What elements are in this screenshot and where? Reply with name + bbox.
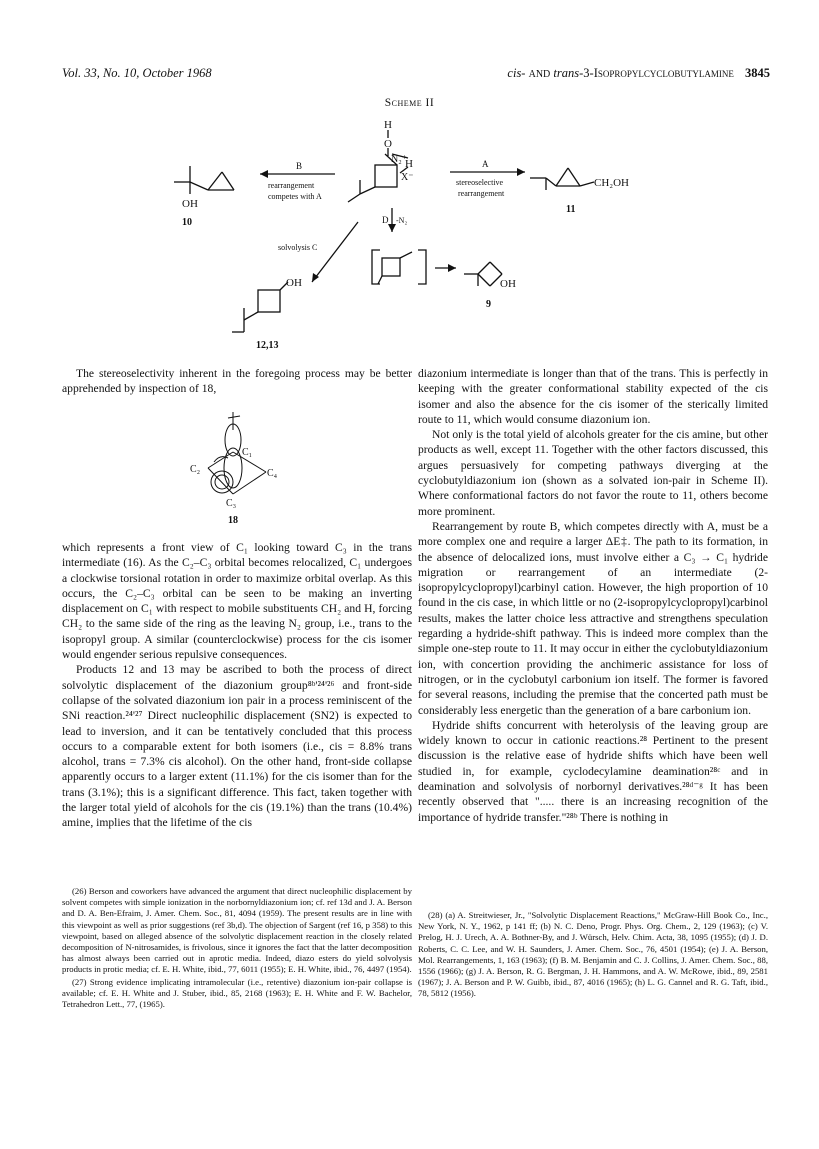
arrow-B-sub1: rearrangement <box>268 181 315 190</box>
paragraph-products-12-13: Products 12 and 13 may be ascribed to both the process of direct solvolytic displacement of the diazonium group⁸ᵇ'²⁴'²⁶ and front-side collapse of the solvated diazonium ion pair in a process reminiscent of the SNi reaction.²⁴'²⁷ Direct nucleophilic displacement (SN2) is expected to lead to inversion, and it can be tentatively concluded that this process occurs to a comparable extent for both isomers (i.e., cis = 8.8% trans alcohol, trans = 7.3% cis alcohol). On the other hand, front-side collapse apparently occurs to a larger extent (11.1%) for the cis isomer than for the trans (3.1%); this is a significant difference. This fact, taken together with the larger total yield of alcohols for the cis (19.1%) than the trans (10.4%) amine, implies that the lifetime of the cis <box>62 663 412 830</box>
header-and: AND <box>528 69 551 80</box>
footnote-26: (26) Berson and coworkers have advanced the argument that direct nucleophilic displacement by solvent competes with simple ionization in the norbornyldiazonium ion; cf. ref 13d and J. A. Berson and D. A. Ben-Efraim, J. Amer. Chem. Soc., 81, 4094 (1959). The present results are in line with this viewpoint as well as prior suggestions (ref 3b,d). The objection of Sargent (ref 16, p 358) to this viewpoint, based on alleged absence of the solvolytic displacement reaction in the closely related decomposition of N-nitrosamides, is frivolous, since it ignores the fact that the latter decomposition has almost always been carried out in aprotic media. Indeed, diazo esters do yield solvolysis products in protic media; cf. E. H. White, ibid., 77, 6011 (1955); E. H. White, ibid., 76, 4497 (1954). <box>62 886 412 975</box>
left-column-body <box>62 540 412 831</box>
fig18-C2: C₂ <box>190 464 201 475</box>
footnote-28: (28) (a) A. Streitwieser, Jr., "Solvolytic Displacement Reactions," McGraw-Hill Book Co., Inc., New York, N. Y., 1962, p 141 ff; (b) N. C. Deno, Progr. Phys. Org. Chem., 2, 129 (1963); (c) V. Prelog, H. J. Urech, A. A. Bothner-By, and J. Würsch, Helv. Chim. Acta, 38, 1095 (1955); (d) J. D. Roberts, C. C. Lee, and W. H. Saunders, J. Amer. Chem. Soc., 76, 4501 (1954); (e) J. A. Berson, Mol. Rearrangements, 1, 163 (1963); (f) B. M. Benjamin and C. J. Collins, J. Amer. Chem. Soc., 88, 1556 (1966); (g) J. A. Berson, R. G. Bergman, J. H. Hammons, and A. W. McRowe, ibid., 89, 2581 (1967); J. A. Berson and P. W. Guibb, ibid., 87, 4016 (1965); (h) L. G. Cannel and R. G. Taft, ibid., 78, 5812 (1956). <box>418 910 768 999</box>
compound-1213-OH: OH <box>286 277 302 289</box>
footnotes-right <box>418 910 768 1001</box>
compound-11-group: CH₂OH <box>594 177 630 189</box>
arrow-B-sub2: competes with A <box>268 192 322 201</box>
fig18-C1: C₁ <box>242 447 253 458</box>
paragraph-total-yield: Not only is the total yield of alcohols greater for the cis amine, but other products as well, except 11. Together with the other factors discussed, this argues persuasively for competing pathways diverging at the cyclobutyldiazonium ion (shown as a solvated ion-pair in Scheme II). Where conformational factors do not favor the route to 11, others become more prominent. <box>418 428 768 518</box>
arrow-A-label: A <box>482 159 489 169</box>
compound-10-OH: OH <box>182 198 198 210</box>
scheme-H-right: H <box>405 158 413 170</box>
running-header-right <box>430 66 770 81</box>
header-cis: cis- <box>507 66 526 80</box>
figure-18-diagram <box>178 410 288 530</box>
arrow-C-label: solvolysis C <box>278 243 318 252</box>
scheme-X: X⁻ <box>401 172 414 183</box>
paragraph-route-b: Rearrangement by route B, which competes directly with A, must be a more complex one and require a larger ΔE‡. The path to its formation, in the absence of delocalized ions, must involve either a C₃ → C₁ hydride migration or rearrangement of an intermediate (2-isopropylcyclopropyl)carbinyl cation. However, the high proportion of 10 found in the cis case, in which little or no (2-isopropylcyclopropyl)carbinol results, makes the latter choice less attractive and strengthens speculation regarding a hydride-shift pathway. This is indeed more complex than the simple one-step route to 11. It may occur in either the cyclobutyldiazonium ion, with concertion providing the anchimeric assistance for loss of nitrogen, or in the cyclobutyl carbonium ion itself. The former is favored for several reasons, including the premise that the concerted path must be considerably less energetic than the generation of a bare carbonium ion. <box>418 519 768 717</box>
header-title: 3-Isopropylcyclobutylamine <box>583 66 734 80</box>
right-column <box>418 366 768 825</box>
header-trans: trans- <box>553 66 584 80</box>
footnotes-left <box>62 886 412 1011</box>
arrow-D-label: D <box>382 215 389 225</box>
compound-10-label: 10 <box>182 217 192 228</box>
scheme-ii-diagram <box>160 110 660 350</box>
arrow-D-sub: -N₂ <box>396 216 408 225</box>
compound-11-label: 11 <box>566 204 576 215</box>
scheme-O: O <box>384 138 392 150</box>
paragraph-front-view: which represents a front view of C₁ looking toward C₃ in the trans intermediate (16). As the C₂–C₃ orbital becomes relocalized, C₁ undergoes a clockwise torsional rotation in order to maximize orbital overlap. As this occurs, the C₂–C₃ orbital can be seen to be making an inverting displacement on C₁ with respect to mobile substituents CH₂ and H, forcing CH₂ to the same side of the ring as the leaving N₂ group, i.e., trans to the isopropyl group. A similar (counterclockwise) process for the cis isomer would engender serious repulsive consequences. <box>62 541 412 662</box>
running-header-left: Vol. 33, No. 10, October 1968 <box>62 66 212 80</box>
scheme-N2plus: N₂⁺ <box>391 154 407 165</box>
fig18-label: 18 <box>228 515 238 526</box>
paragraph-hydride-shifts: Hydride shifts concurrent with heterolysis of the leaving group are widely known to occur in cationic reactions.²⁸ Pertinent to the present discussion is the relative ease of hydride shifts which have been well studied in, for example, cyclodecylamine deamination²⁸ᶜ and in deamination and solvolysis of norbornyl derivatives.²⁸ᵈ⁻ᵍ It has been recently observed that "..... there is an increasing recognition of the importance of hydride transfer."²⁸ᵇ There is nothing in <box>418 718 768 824</box>
arrow-A-sub1: stereoselective <box>456 178 504 187</box>
arrow-B-label: B <box>296 161 303 171</box>
left-column-top <box>62 366 412 397</box>
compound-9-label: 9 <box>486 299 491 310</box>
scheme-H-top: H <box>384 119 392 131</box>
scheme-title: Scheme II <box>384 97 435 109</box>
compound-1213-label: 12,13 <box>256 340 279 350</box>
compound-9-OH: OH <box>500 278 516 290</box>
fig18-C4: C₄ <box>267 468 278 479</box>
page-number: 3845 <box>745 66 770 80</box>
arrow-A-sub2: rearrangement <box>458 189 505 198</box>
paragraph-stereoselectivity: The stereoselectivity inherent in the foregoing process may be better apprehended by inspection of 18, <box>62 367 412 396</box>
fig18-C3: C₃ <box>226 498 237 509</box>
footnote-27: (27) Strong evidence implicating intramolecular (i.e., retentive) diazonium ion-pair collapse is available; cf. E. H. White and J. Stuber, ibid., 85, 2168 (1963); E. H. White and F. W. Bachelor, Tetrahedron Lett., 77, (1965). <box>62 976 412 1010</box>
paragraph-diazonium-lifetime: diazonium intermediate is longer than that of the trans. This is perfectly in keeping with the greater conformational stability expected of the cis isomer and also the absence for the cis isomer of the sterically limited route to 11, which would consume diazonium ion. <box>418 367 768 426</box>
